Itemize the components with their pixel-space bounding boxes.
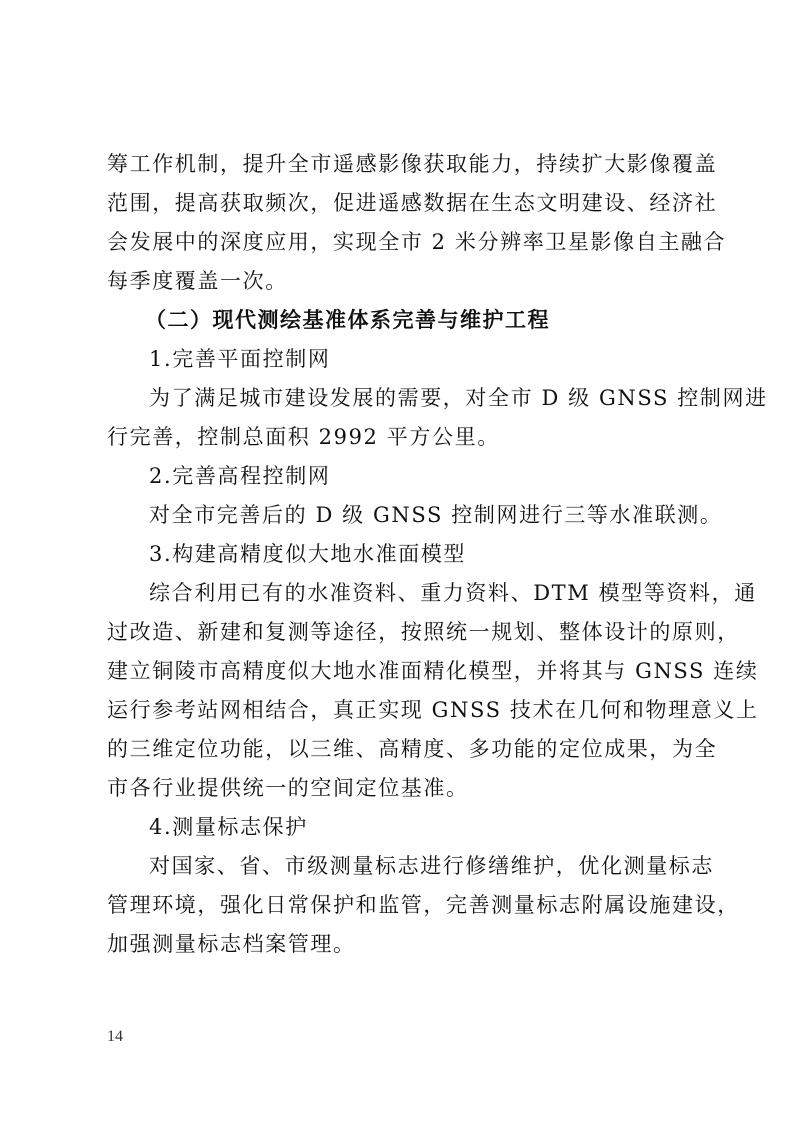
paragraph-line: 运行参考站网相结合，真正实现 GNSS 技术在几何和物理意义上	[107, 698, 759, 722]
paragraph-line: 加强测量标志档案管理。	[107, 932, 356, 956]
paragraph-line: 综合利用已有的水准资料、重力资料、DTM 模型等资料，通	[149, 581, 757, 605]
subsection-heading: 1.完善平面控制网	[149, 347, 331, 371]
paragraph-line: 对全市完善后的 D 级 GNSS 控制网进行三等水准联测。	[149, 503, 723, 527]
paragraph-line: 每季度覆盖一次。	[107, 269, 288, 293]
paragraph-line: 行完善，控制总面积 2992 平方公里。	[107, 425, 500, 449]
paragraph-line: 建立铜陵市高精度似大地水准面精化模型，并将其与 GNSS 连续	[107, 659, 759, 683]
paragraph-line: 范围，提高获取频次，促进遥感数据在生态文明建设、经济社	[107, 191, 718, 215]
paragraph-line: 管理环境，强化日常保护和监管，完善测量标志附属设施建设，	[107, 893, 740, 917]
paragraph-line: 的三维定位功能，以三维、高精度、多功能的定位成果，为全	[107, 737, 718, 761]
paragraph-line: 过改造、新建和复测等途径，按照统一规划、整体设计的原则，	[107, 620, 740, 644]
section-heading: （二）现代测绘基准体系完善与维护工程	[145, 308, 550, 332]
paragraph-line: 为了满足城市建设发展的需要，对全市 D 级 GNSS 控制网进	[149, 386, 768, 410]
paragraph-line: 对国家、省、市级测量标志进行修缮维护，优化测量标志	[149, 854, 714, 878]
subsection-heading: 3.构建高精度似大地水准面模型	[149, 542, 467, 566]
paragraph-line: 筹工作机制，提升全市遥感影像获取能力，持续扩大影像覆盖	[107, 152, 718, 176]
subsection-heading: 4.测量标志保护	[149, 815, 308, 839]
paragraph-line: 会发展中的深度应用，实现全市 2 米分辨率卫星影像自主融合	[107, 230, 727, 254]
page-number: 14	[107, 1028, 123, 1045]
subsection-heading: 2.完善高程控制网	[149, 464, 331, 488]
paragraph-line: 市各行业提供统一的空间定位基准。	[107, 776, 469, 800]
